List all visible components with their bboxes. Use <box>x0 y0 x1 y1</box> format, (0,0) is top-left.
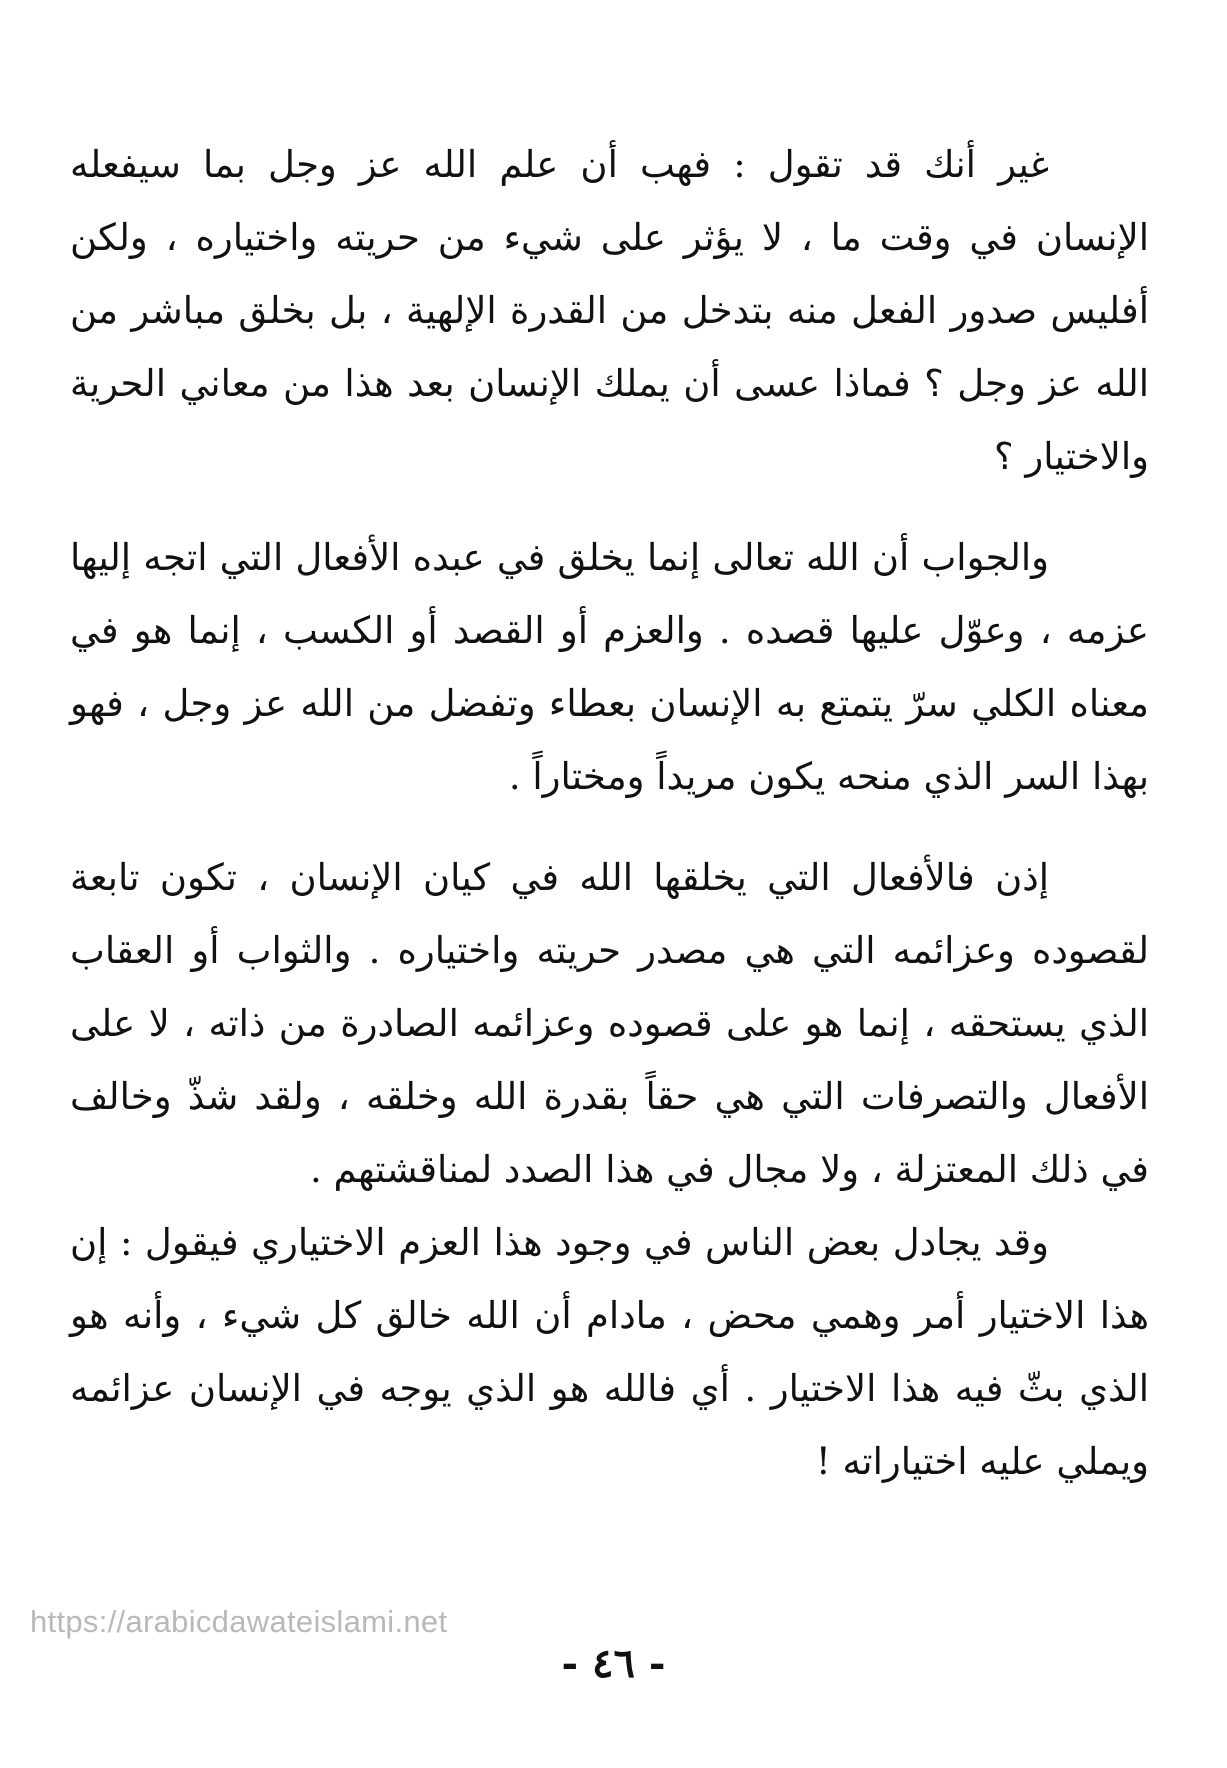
paragraph-2: والجواب أن الله تعالى إنما يخلق في عبده الأفعال التي اتجه إليها عزمه ، وعوّل عليها قصده . والعزم أو القصد أو الكسب ، إنما هو في معناه الكلي سرّ يتمتع به الإنسان بعطاء وتفضل من الله عز وجل ، فهو بهذا السر الذي منحه يكون مريداً ومختاراً . <box>70 536 1149 798</box>
page-number: - ٤٦ - <box>561 1640 666 1687</box>
paragraph-3: إذن فالأفعال التي يخلقها الله في كيان الإنسان ، تكون تابعة لقصوده وعزائمه التي هي مصدر حريته واختياره . والثواب أو العقاب الذي يستحقه ، إنما هو على قصوده وعزائمه الصادرة من ذاته ، لا على الأفعال والتصرفات التي هي حقاً بقدرة الله وخلقه ، ولقد شذّ وخالف في ذلك المعتزلة ، ولا مجال في هذا الصدد لمناقشتهم . <box>70 856 1149 1191</box>
paragraph-4: وقد يجادل بعض الناس في وجود هذا العزم الاختياري فيقول : إن هذا الاختيار أمر وهمي محض ، مادام أن الله خالق كل شيء ، وأنه هو الذي بثّ فيه هذا الاختيار . أي فالله هو الذي يوجه في الإنسان عزائمه ويملي عليه اختياراته ! <box>70 1221 1149 1483</box>
paragraph-1: غير أنك قد تقول : فهب أن علم الله عز وجل بما سيفعله الإنسان في وقت ما ، لا يؤثر على شيء من حريته واختياره ، ولكن أفليس صدور الفعل منه بتدخل من القدرة الإلهية ، بل بخلق مباشر من الله عز وجل ؟ فماذا عسى أن يملك الإنسان بعد هذا من معاني الحرية والاختيار ؟ <box>70 143 1149 478</box>
body-text <box>70 128 1149 1498</box>
watermark-url: https://arabicdawateislami.net <box>30 1604 448 1639</box>
